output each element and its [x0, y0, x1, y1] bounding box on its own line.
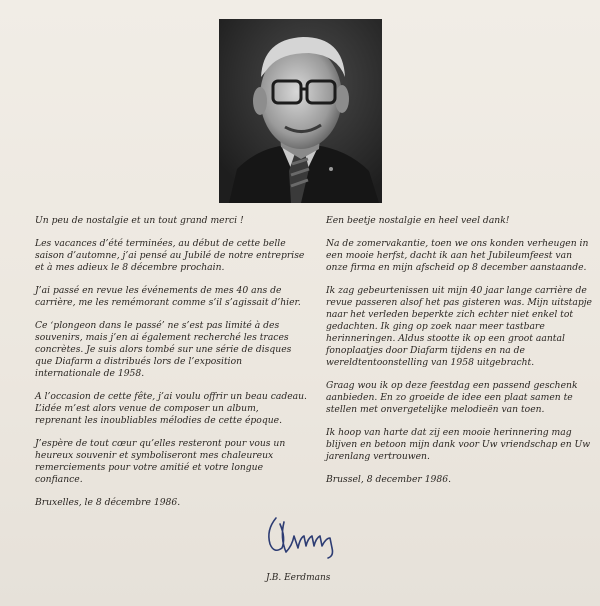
french-column: [35, 215, 307, 520]
dutch-closing: Brussel, 8 december 1986.: [326, 474, 452, 485]
french-paragraph-1: Les vacances d’été terminées, au début de cette belle saison d’automne, j’ai pensé au Jubilé de notre entreprise et à mes adieux le 8 décembre prochain.: [35, 238, 305, 273]
french-closing: Bruxelles, le 8 décembre 1986.: [35, 497, 181, 508]
french-paragraph-3: Ce ‘plongeon dans le passé’ ne s’est pas limité à des souvenirs, mais j’en ai également recherché les traces concrètes. Je suis alors tombé sur une série de disques que Diafarm a distribués lors de l’exposition internationale de 1958.: [35, 320, 292, 379]
dutch-paragraph-1: Na de zomervakantie, toen we ons konden verheugen in een mooie herfst, dacht ik aan het Jubileumfeest van onze firma en mijn afscheid op 8 december aanstaande.: [326, 238, 589, 273]
dutch-greeting: Een beetje nostalgie en heel veel dank!: [326, 215, 510, 226]
signer-name: J.B. Eerdmans: [266, 573, 331, 583]
handwritten-signature-icon: [262, 508, 352, 560]
dutch-column: [326, 215, 592, 497]
dutch-paragraph-3: Graag wou ik op deze feestdag een passend geschenk aanbieden. En zo groeide de idee een plaat samen te stellen met onvergetelijke melodieën van toen.: [326, 380, 578, 415]
french-paragraph-4: A l’occasion de cette fête, j’ai voulu offrir un beau cadeau. L’idée m’est alors venue de composer un album, reprenant les inoubliables mélodies de cette époque.: [35, 391, 307, 426]
dutch-paragraph-2: Ik zag gebeurtenissen uit mijn 40 jaar lange carrière de revue passeren alsof het pas gisteren was. Mijn uitstapje naar het verleden beperkte zich echter niet enkel tot gedachten. Ik ging op zoek naar meer tastbare herinneringen. Aldus stootte ik op een groot aantal fonoplaatjes door Diafarm tijdens en na de wereldtentoonstelling van 1958 uitgebracht.: [326, 285, 592, 368]
french-greeting: Un peu de nostalgie et un tout grand merci !: [35, 215, 244, 226]
french-paragraph-2: J’ai passé en revue les événements de mes 40 ans de carrière, me les remémorant comme s’il s’agissait d’hier.: [35, 285, 301, 308]
french-paragraph-5: J’espère de tout cœur qu’elles resteront pour vous un heureux souvenir et symboliseront mes chaleureux remerciements pour votre amitié et votre longue confiance.: [35, 438, 286, 485]
dutch-paragraph-4: Ik hoop van harte dat zij een mooie herinnering mag blijven en betoon mijn dank voor Uw vriendschap en Uw jarenlang vertrouwen.: [326, 427, 591, 462]
portrait-photo: [219, 19, 382, 203]
